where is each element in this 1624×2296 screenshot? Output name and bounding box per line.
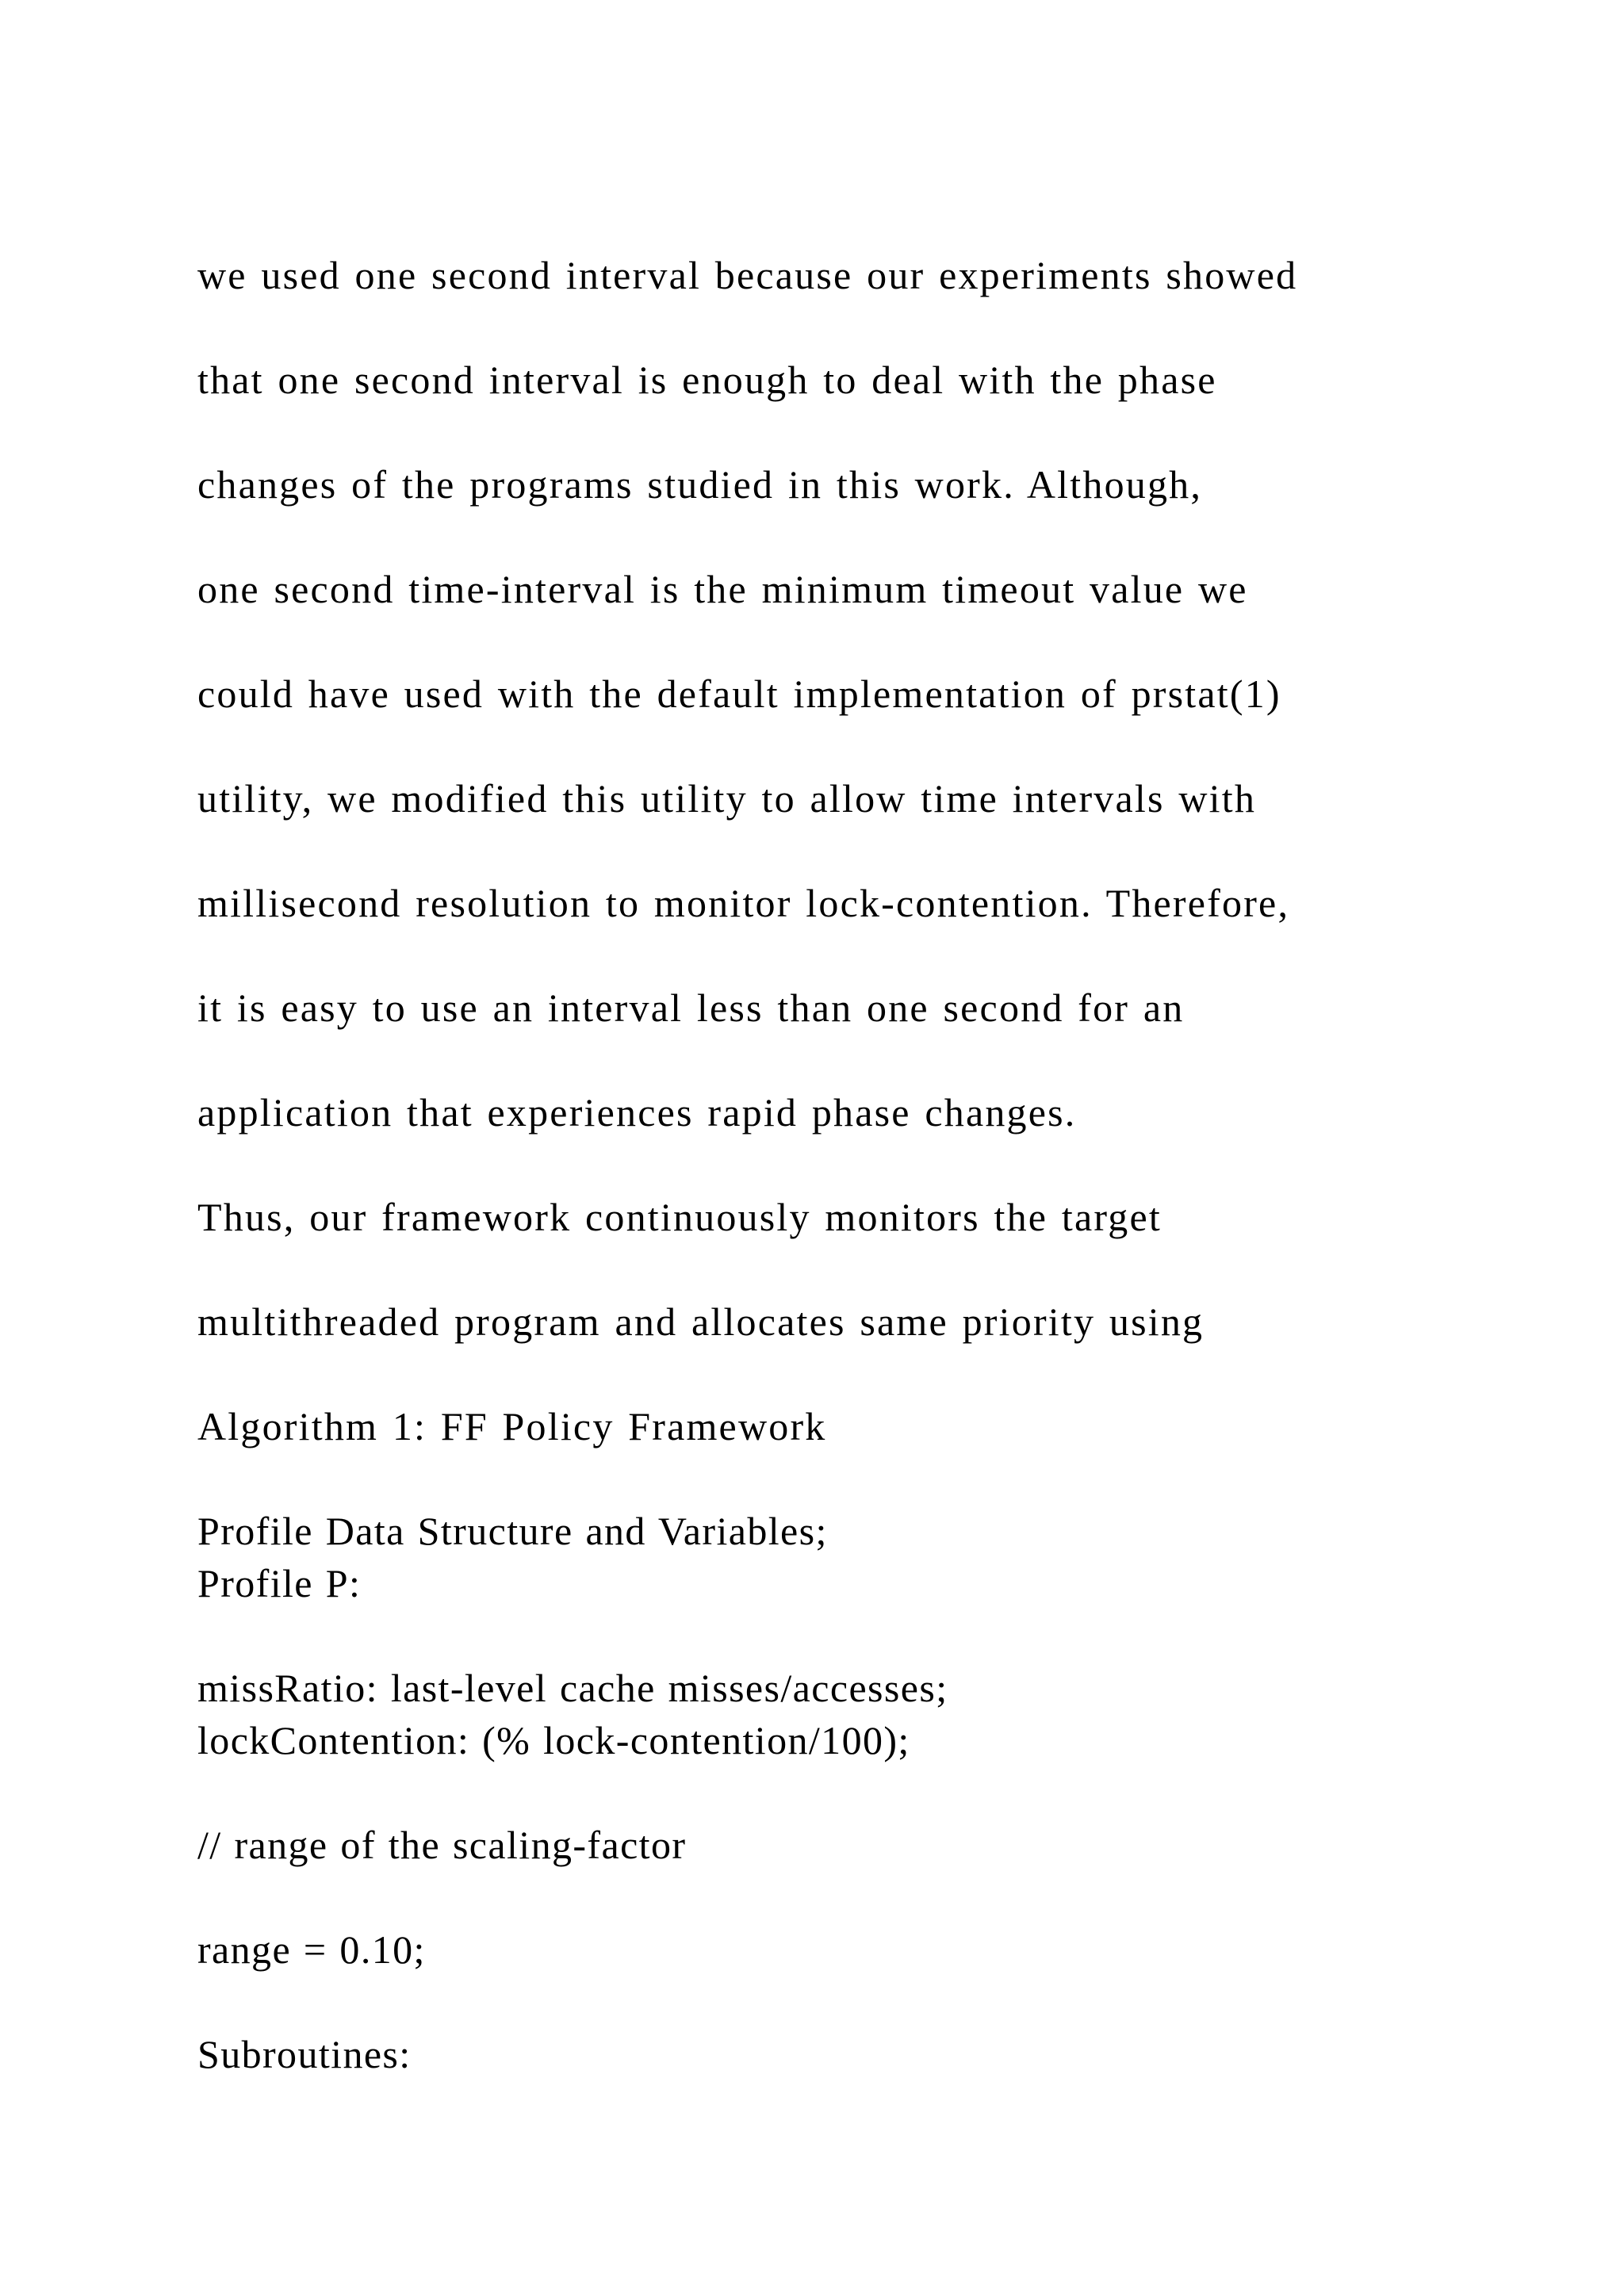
body-text-line-4: one second time-interval is the minimum timeout value we bbox=[197, 567, 1248, 611]
algorithm-title: Algorithm 1: FF Policy Framework bbox=[197, 1404, 827, 1448]
algorithm-range-comment: // range of the scaling-factor bbox=[197, 1823, 687, 1867]
body-text-line-9: application that experiences rapid phase changes. bbox=[197, 1090, 1077, 1135]
body-text-line-6: utility, we modified this utility to allow time intervals with bbox=[197, 776, 1257, 821]
algorithm-subroutines-label: Subroutines: bbox=[197, 2032, 412, 2076]
body-text-line-11: multithreaded program and allocates same priority using bbox=[197, 1299, 1205, 1344]
body-text-line-7: millisecond resolution to monitor lock-contention. Therefore, bbox=[197, 881, 1290, 925]
algorithm-data-structure-heading: Profile Data Structure and Variables; bbox=[197, 1509, 828, 1553]
algorithm-lock-contention: lockContention: (% lock-contention/100); bbox=[197, 1718, 910, 1762]
body-text-line-10: Thus, our framework continuously monitors the target bbox=[197, 1195, 1162, 1239]
body-text-line-2: that one second interval is enough to deal with the phase bbox=[197, 358, 1217, 402]
body-text-line-8: it is easy to use an interval less than one second for an bbox=[197, 985, 1185, 1030]
body-text-line-3: changes of the programs studied in this work. Although, bbox=[197, 462, 1203, 507]
algorithm-range-assignment: range = 0.10; bbox=[197, 1927, 426, 1972]
body-text-line-1: we used one second interval because our experiments showed bbox=[197, 253, 1298, 297]
body-text-line-5: could have used with the default implementation of prstat(1) bbox=[197, 672, 1281, 716]
algorithm-miss-ratio: missRatio: last-level cache misses/accesses; bbox=[197, 1666, 948, 1710]
algorithm-profile-label: Profile P: bbox=[197, 1561, 362, 1605]
